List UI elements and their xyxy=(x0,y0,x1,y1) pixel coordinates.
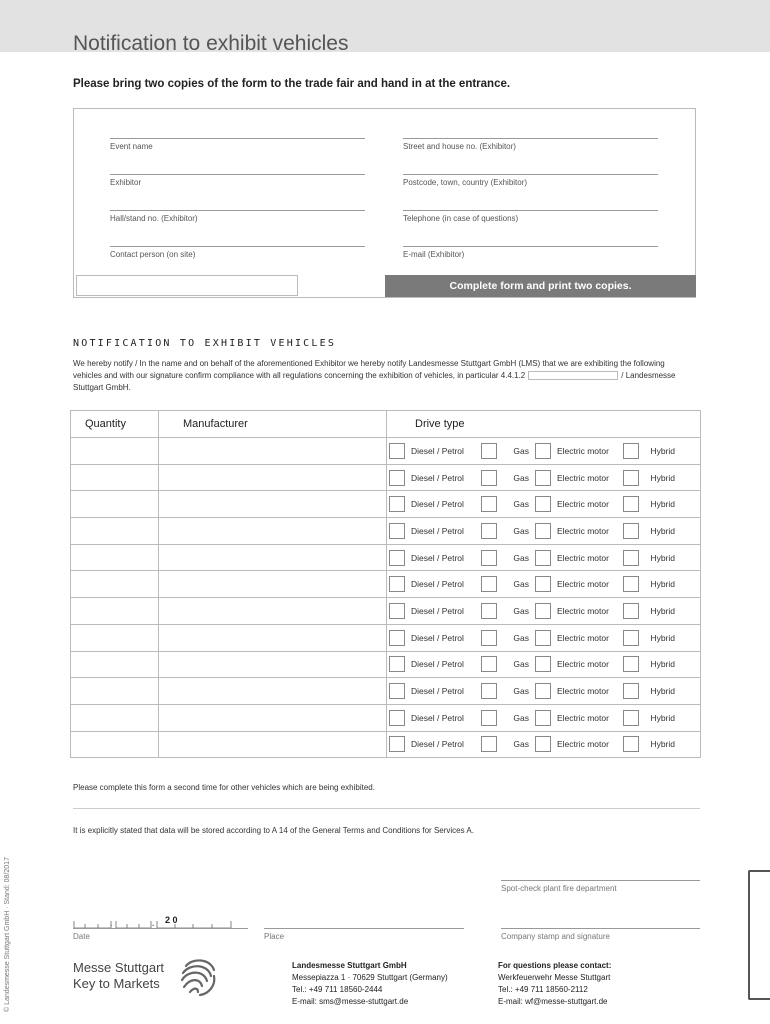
hybrid-checkbox[interactable] xyxy=(623,656,639,672)
place-line[interactable]: Place xyxy=(264,928,464,941)
gas-label: Gas xyxy=(513,605,529,616)
diesel-label: Diesel / Petrol xyxy=(411,686,464,697)
diesel-label: Diesel / Petrol xyxy=(411,552,464,563)
gas-checkbox[interactable] xyxy=(481,496,497,512)
logo-line2: Key to Markets xyxy=(73,976,160,991)
diesel-checkbox[interactable] xyxy=(389,470,405,486)
gas-label: Gas xyxy=(513,659,529,670)
electric-label: Electric motor xyxy=(557,552,609,563)
diesel-label: Diesel / Petrol xyxy=(411,632,464,643)
hybrid-checkbox[interactable] xyxy=(623,523,639,539)
electric-label: Electric motor xyxy=(557,525,609,536)
diesel-label: Diesel / Petrol xyxy=(411,499,464,510)
electric-label: Electric motor xyxy=(557,632,609,643)
contact-email: E-mail: wf@messe-stuttgart.de xyxy=(498,997,608,1006)
manufacturer-cell[interactable] xyxy=(159,491,387,518)
diesel-checkbox[interactable] xyxy=(389,603,405,619)
diesel-checkbox[interactable] xyxy=(389,656,405,672)
diesel-checkbox[interactable] xyxy=(389,443,405,459)
hybrid-label: Hybrid xyxy=(650,472,675,483)
drive-type-cell xyxy=(387,598,701,625)
messe-swirl-logo-icon xyxy=(178,956,220,998)
manufacturer-cell[interactable] xyxy=(159,624,387,651)
vehicle-row xyxy=(71,518,701,545)
exhibitor-field[interactable] xyxy=(110,174,365,187)
hybrid-checkbox[interactable] xyxy=(623,496,639,512)
gas-checkbox[interactable] xyxy=(481,443,497,459)
electric-label: Electric motor xyxy=(557,579,609,590)
gas-label: Gas xyxy=(513,712,529,723)
company-email: E-mail: sms@messe-stuttgart.de xyxy=(292,997,409,1006)
manufacturer-cell[interactable] xyxy=(159,731,387,758)
contact-tel: Tel.: +49 711 18560-2112 xyxy=(498,985,588,994)
stamp-line[interactable]: Company stamp and signature xyxy=(501,928,700,941)
hybrid-checkbox[interactable] xyxy=(623,683,639,699)
data-storage-note: It is explicitly stated that data will be stored according to A 14 of the General Terms and Conditions for Services A. xyxy=(73,826,474,835)
quantity-header: Quantity xyxy=(71,411,159,438)
diesel-label: Diesel / Petrol xyxy=(411,739,464,750)
electric-checkbox[interactable] xyxy=(535,683,551,699)
hybrid-label: Hybrid xyxy=(650,579,675,590)
gas-label: Gas xyxy=(513,739,529,750)
hybrid-checkbox[interactable] xyxy=(623,550,639,566)
electric-checkbox[interactable] xyxy=(535,710,551,726)
quantity-cell[interactable] xyxy=(71,571,159,598)
logo-line1: Messe Stuttgart xyxy=(73,960,165,975)
drive-type-cell xyxy=(387,544,701,571)
gas-checkbox[interactable] xyxy=(481,470,497,486)
quantity-cell[interactable] xyxy=(71,598,159,625)
diesel-checkbox[interactable] xyxy=(389,710,405,726)
electric-checkbox[interactable] xyxy=(535,656,551,672)
hybrid-label: Hybrid xyxy=(650,499,675,510)
second-form-note: Please complete this form a second time for other vehicles which are being exhibited. xyxy=(73,783,375,792)
diesel-label: Diesel / Petrol xyxy=(411,659,464,670)
gas-label: Gas xyxy=(513,632,529,643)
hybrid-checkbox[interactable] xyxy=(623,470,639,486)
vehicle-row xyxy=(71,704,701,731)
manufacturer-header: Manufacturer xyxy=(159,411,387,438)
hybrid-checkbox[interactable] xyxy=(623,736,639,752)
drive-type-cell xyxy=(387,491,701,518)
quantity-cell[interactable] xyxy=(71,651,159,678)
hybrid-checkbox[interactable] xyxy=(623,710,639,726)
vehicle-row xyxy=(71,624,701,651)
quantity-cell[interactable] xyxy=(71,704,159,731)
electric-label: Electric motor xyxy=(557,499,609,510)
company-name: Landesmesse Stuttgart GmbH xyxy=(292,961,407,970)
drive-type-cell xyxy=(387,731,701,758)
drive-type-cell xyxy=(387,651,701,678)
diesel-label: Diesel / Petrol xyxy=(411,605,464,616)
drive-type-header: Drive type xyxy=(387,411,701,438)
page-subtitle: Please bring two copies of the form to the trade fair and hand in at the entrance. xyxy=(73,78,511,90)
diesel-checkbox[interactable] xyxy=(389,550,405,566)
vehicle-row xyxy=(71,491,701,518)
diesel-label: Diesel / Petrol xyxy=(411,579,464,590)
electric-checkbox[interactable] xyxy=(535,443,551,459)
company-address: Messepiazza 1 · 70629 Stuttgart (Germany) xyxy=(292,973,448,982)
hall-stand-field[interactable] xyxy=(110,210,365,223)
vehicle-row xyxy=(71,651,701,678)
quantity-cell[interactable] xyxy=(71,731,159,758)
electric-checkbox[interactable] xyxy=(535,630,551,646)
gas-checkbox[interactable] xyxy=(481,630,497,646)
vehicle-row xyxy=(71,598,701,625)
drive-type-cell xyxy=(387,438,701,465)
svg-text:.: . xyxy=(152,919,155,928)
diesel-checkbox[interactable] xyxy=(389,523,405,539)
hybrid-label: Hybrid xyxy=(650,525,675,536)
manufacturer-cell[interactable] xyxy=(159,651,387,678)
electric-checkbox[interactable] xyxy=(535,576,551,592)
hybrid-label: Hybrid xyxy=(650,632,675,643)
vehicle-row xyxy=(71,678,701,705)
electric-label: Electric motor xyxy=(557,445,609,456)
reset-field-box[interactable] xyxy=(76,275,298,296)
event-name-label: Event name xyxy=(110,142,153,151)
diesel-checkbox[interactable] xyxy=(389,576,405,592)
intro-part1: We hereby notify / In the name and on behalf of the aforementioned Exhibitor we hereby notify Landesmesse Stuttgart GmbH (LMS) that we are exhibiting the following vehicles and with our signature confirm compliance with all regulations concerning the exhibition of vehicles, in particular 4.4.1.2 xyxy=(73,359,665,380)
hybrid-label: Hybrid xyxy=(650,686,675,697)
diesel-checkbox[interactable] xyxy=(389,683,405,699)
page-bracket xyxy=(748,870,770,1000)
svg-text:.: . xyxy=(110,919,113,928)
hybrid-checkbox[interactable] xyxy=(623,630,639,646)
hybrid-checkbox[interactable] xyxy=(623,576,639,592)
intro-text xyxy=(73,358,695,394)
vehicle-row xyxy=(71,544,701,571)
company-address-block xyxy=(292,960,448,1008)
gas-label: Gas xyxy=(513,552,529,563)
exhibitor-details-box xyxy=(73,108,696,298)
electric-label: Electric motor xyxy=(557,472,609,483)
gas-checkbox[interactable] xyxy=(481,576,497,592)
diesel-label: Diesel / Petrol xyxy=(411,445,464,456)
telephone-field[interactable] xyxy=(403,210,658,223)
electric-checkbox[interactable] xyxy=(535,523,551,539)
electric-checkbox[interactable] xyxy=(535,470,551,486)
postcode-field[interactable] xyxy=(403,174,658,187)
electric-checkbox[interactable] xyxy=(535,603,551,619)
hybrid-checkbox[interactable] xyxy=(623,443,639,459)
diesel-checkbox[interactable] xyxy=(389,496,405,512)
quantity-cell[interactable] xyxy=(71,518,159,545)
drive-type-cell xyxy=(387,678,701,705)
electric-checkbox[interactable] xyxy=(535,736,551,752)
intro-part2: / Landesmesse Stuttgart GmbH. xyxy=(73,371,676,392)
street-field[interactable] xyxy=(403,138,658,151)
date-segments-icon xyxy=(73,915,233,929)
vehicle-row xyxy=(71,571,701,598)
contact-title: For questions please contact: xyxy=(498,961,612,970)
drive-type-cell xyxy=(387,464,701,491)
quantity-cell[interactable] xyxy=(71,438,159,465)
hybrid-label: Hybrid xyxy=(650,605,675,616)
gas-checkbox[interactable] xyxy=(481,550,497,566)
electric-label: Electric motor xyxy=(557,659,609,670)
date-line: Date xyxy=(73,928,248,941)
vehicle-row xyxy=(71,731,701,758)
postcode-label: Postcode, town, country (Exhibitor) xyxy=(403,178,528,187)
manufacturer-cell[interactable] xyxy=(159,678,387,705)
drive-type-cell xyxy=(387,518,701,545)
hybrid-checkbox[interactable] xyxy=(623,603,639,619)
manufacturer-cell[interactable] xyxy=(159,438,387,465)
electric-checkbox[interactable] xyxy=(535,550,551,566)
diesel-label: Diesel / Petrol xyxy=(411,712,464,723)
gas-label: Gas xyxy=(513,472,529,483)
page-title: Notification to exhibit vehicles xyxy=(73,32,349,55)
electric-label: Electric motor xyxy=(557,712,609,723)
divider xyxy=(73,808,700,809)
hybrid-label: Hybrid xyxy=(650,712,675,723)
electric-checkbox[interactable] xyxy=(535,496,551,512)
event-name-field[interactable] xyxy=(110,138,365,151)
quantity-cell[interactable] xyxy=(71,624,159,651)
gas-label: Gas xyxy=(513,579,529,590)
quantity-cell[interactable] xyxy=(71,678,159,705)
contact-org: Werkfeuerwehr Messe Stuttgart xyxy=(498,973,611,982)
diesel-label: Diesel / Petrol xyxy=(411,525,464,536)
hybrid-label: Hybrid xyxy=(650,552,675,563)
manufacturer-cell[interactable] xyxy=(159,704,387,731)
manufacturer-cell[interactable] xyxy=(159,544,387,571)
manufacturer-cell[interactable] xyxy=(159,464,387,491)
gas-checkbox[interactable] xyxy=(481,683,497,699)
electric-label: Electric motor xyxy=(557,605,609,616)
gas-checkbox[interactable] xyxy=(481,736,497,752)
email-label: E-mail (Exhibitor) xyxy=(403,250,465,259)
gas-label: Gas xyxy=(513,499,529,510)
electric-label: Electric motor xyxy=(557,739,609,750)
contact-person-field[interactable] xyxy=(110,246,365,259)
hybrid-label: Hybrid xyxy=(650,445,675,456)
date-input[interactable] xyxy=(73,915,233,929)
street-label: Street and house no. (Exhibitor) xyxy=(403,142,516,151)
manufacturer-cell[interactable] xyxy=(159,598,387,625)
drive-type-cell xyxy=(387,624,701,651)
manufacturer-cell[interactable] xyxy=(159,571,387,598)
gas-checkbox[interactable] xyxy=(481,523,497,539)
gas-label: Gas xyxy=(513,686,529,697)
spot-check-line[interactable]: Spot-check plant fire department xyxy=(501,880,700,893)
diesel-label: Diesel / Petrol xyxy=(411,472,464,483)
gas-checkbox[interactable] xyxy=(481,710,497,726)
gas-checkbox[interactable] xyxy=(481,656,497,672)
hybrid-label: Hybrid xyxy=(650,659,675,670)
vehicle-row xyxy=(71,464,701,491)
exhibitor-label: Exhibitor xyxy=(110,178,142,187)
regulation-input[interactable] xyxy=(528,371,618,380)
diesel-checkbox[interactable] xyxy=(389,736,405,752)
telephone-label: Telephone (in case of questions) xyxy=(403,214,519,223)
quantity-cell[interactable] xyxy=(71,464,159,491)
drive-type-cell xyxy=(387,704,701,731)
messe-logo-text xyxy=(73,960,164,992)
drive-type-cell xyxy=(387,571,701,598)
gas-label: Gas xyxy=(513,525,529,536)
vehicle-row xyxy=(71,438,701,465)
quantity-cell[interactable] xyxy=(71,544,159,571)
hall-stand-label: Hall/stand no. (Exhibitor) xyxy=(110,214,198,223)
contact-block xyxy=(498,960,611,1008)
manufacturer-cell[interactable] xyxy=(159,518,387,545)
section-title: NOTIFICATION TO EXHIBIT VEHICLES xyxy=(73,338,337,349)
hybrid-label: Hybrid xyxy=(650,739,675,750)
electric-label: Electric motor xyxy=(557,686,609,697)
gas-label: Gas xyxy=(513,445,529,456)
quantity-cell[interactable] xyxy=(71,491,159,518)
gas-checkbox[interactable] xyxy=(481,603,497,619)
email-field[interactable] xyxy=(403,246,658,259)
date-year-prefix: 2 0 xyxy=(165,915,178,925)
contact-person-label: Contact person (on site) xyxy=(110,250,196,259)
company-tel: Tel.: +49 711 18560-2444 xyxy=(292,985,383,994)
copyright-side-text: © Landesmesse Stuttgart GmbH · Stand: 08/2017 xyxy=(4,857,11,1012)
complete-print-button[interactable]: Complete form and print two copies. xyxy=(385,275,696,297)
diesel-checkbox[interactable] xyxy=(389,630,405,646)
vehicle-table xyxy=(70,410,701,758)
